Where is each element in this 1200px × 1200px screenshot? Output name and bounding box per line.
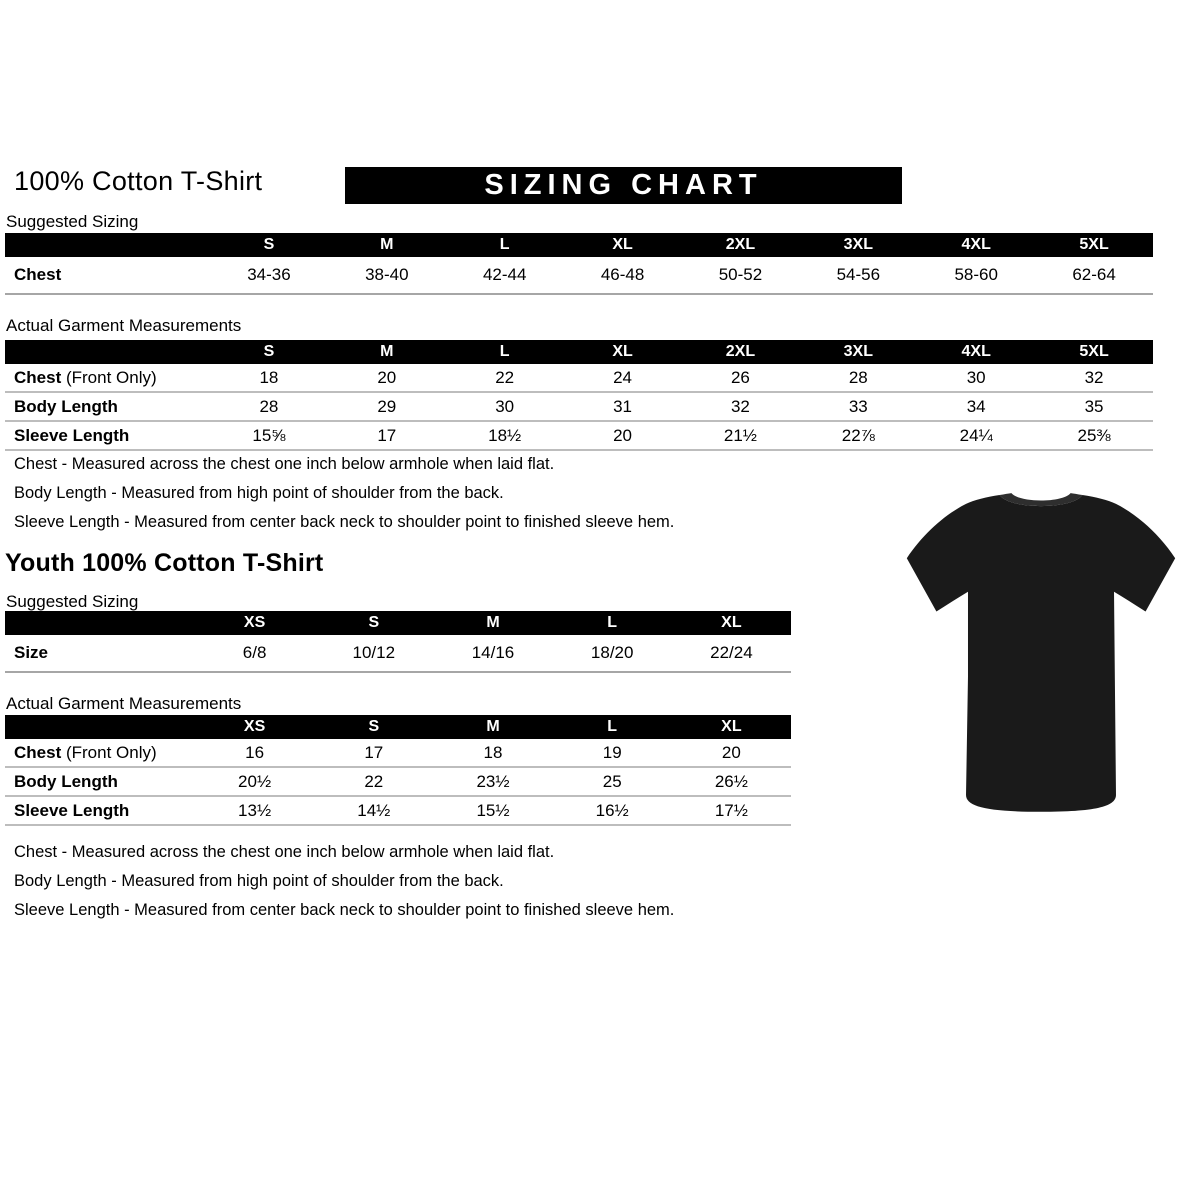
value-cell: 29 [377, 396, 397, 416]
value-cell: 34 [966, 396, 986, 416]
note-line: Sleeve Length - Measured from center back neck to shoulder point to finished sleeve hem. [14, 901, 675, 919]
adult-suggested-heading: Suggested Sizing [6, 212, 139, 231]
value-cell: 32 [730, 396, 750, 416]
value-cell: 15½ [476, 800, 510, 820]
value-cell: 18/20 [590, 643, 634, 662]
value-cell: 14/16 [471, 643, 515, 662]
note-line: Body Length - Measured from high point of shoulder from the back. [14, 484, 504, 502]
value-cell: 6/8 [242, 643, 267, 662]
value-cell: 17½ [714, 800, 748, 820]
table-row [5, 739, 791, 768]
size-header-cell: 2XL [725, 343, 756, 360]
value-cell: 19 [602, 742, 622, 762]
value-cell: 10/12 [352, 643, 396, 662]
value-cell: 35 [1084, 396, 1104, 416]
adult-actual-heading: Actual Garment Measurements [6, 316, 242, 335]
value-cell: 25⅜ [1077, 425, 1111, 445]
value-cell: 20 [721, 742, 741, 762]
size-header-cell: 4XL [961, 343, 991, 360]
row-label [5, 397, 210, 417]
value-cell: 25 [602, 771, 622, 791]
tshirt-silhouette [907, 495, 1175, 812]
row-label-note: (Front Only) [61, 367, 157, 387]
value-cell: 34-36 [247, 265, 291, 284]
size-header-cell: XS [243, 614, 266, 631]
table-header-row [5, 715, 791, 739]
value-cell: 14½ [357, 800, 391, 820]
size-header-cell: XL [721, 718, 742, 735]
youth-product-title: Youth 100% Cotton T-Shirt [5, 549, 324, 577]
size-header-cell: XL [612, 343, 633, 360]
row-label-bold: Sleeve Length [14, 800, 130, 820]
table-row [5, 768, 791, 797]
youth-actual-table [5, 715, 791, 826]
size-header-cell: 4XL [961, 236, 991, 253]
value-cell: 22 [364, 771, 384, 791]
value-cell: 58-60 [954, 265, 998, 284]
value-cell: 16½ [595, 800, 629, 820]
value-cell: 24¼ [959, 425, 993, 445]
size-header-cell: XL [612, 236, 633, 253]
youth-actual-heading: Actual Garment Measurements [6, 694, 242, 713]
adult-suggested-table [5, 233, 1153, 295]
youth-suggested-heading: Suggested Sizing [6, 592, 139, 611]
value-cell: 31 [613, 396, 633, 416]
table-header-row [5, 233, 1153, 257]
row-label [5, 772, 195, 792]
sizing-chart-banner-text: SIZING CHART [484, 169, 763, 201]
value-cell: 21½ [723, 425, 757, 445]
value-cell: 26 [730, 367, 750, 387]
value-cell: 20 [613, 425, 633, 445]
table-row [5, 393, 1153, 422]
row-label: Chest [14, 265, 62, 284]
youth-measurement-notes [14, 843, 674, 930]
value-cell: 13½ [238, 800, 272, 820]
note-line: Chest - Measured across the chest one inch below armhole when laid flat. [14, 455, 555, 473]
youth-suggested-table [5, 611, 791, 673]
value-cell: 30 [495, 396, 515, 416]
sizing-chart-banner [345, 167, 902, 204]
adult-product-title: 100% Cotton T-Shirt [14, 166, 263, 196]
adult-measurement-notes [14, 455, 674, 542]
size-header-cell: L [607, 614, 618, 631]
row-label-bold: Sleeve Length [14, 425, 130, 445]
value-cell: 18½ [488, 425, 522, 445]
value-cell: 16 [245, 742, 265, 762]
table-row [5, 635, 791, 673]
size-header-cell: S [263, 236, 275, 253]
size-header-cell: 3XL [843, 236, 873, 253]
size-header-cell: L [499, 236, 510, 253]
table-header-row [5, 611, 791, 635]
row-label-bold: Body Length [14, 771, 118, 791]
value-cell: 24 [613, 367, 633, 387]
row-label [5, 743, 195, 763]
size-header-cell: M [380, 343, 394, 360]
size-header-cell: XL [721, 614, 742, 631]
value-cell: 30 [966, 367, 986, 387]
value-cell: 22⅞ [841, 425, 875, 445]
value-cell: 32 [1084, 367, 1104, 387]
value-cell: 28 [848, 367, 868, 387]
row-label-note: (Front Only) [61, 742, 157, 762]
row-label [5, 426, 210, 446]
note-line: Body Length - Measured from high point of shoulder from the back. [14, 872, 504, 890]
row-label-bold: Chest [14, 367, 62, 387]
row-label [5, 368, 210, 388]
value-cell: 22 [495, 367, 515, 387]
row-label: Size [14, 643, 49, 662]
row-label-bold: Chest [14, 742, 62, 762]
value-cell: 26½ [714, 771, 748, 791]
table-row [5, 797, 791, 826]
size-header-cell: M [380, 236, 394, 253]
value-cell: 46-48 [600, 265, 645, 284]
size-header-cell: 3XL [843, 343, 873, 360]
table-row [5, 257, 1153, 295]
size-header-cell: L [499, 343, 510, 360]
value-cell: 15⅝ [252, 425, 286, 445]
value-cell: 20½ [238, 771, 272, 791]
value-cell: 20 [377, 367, 397, 387]
size-header-cell: XS [243, 718, 266, 735]
size-header-cell: L [607, 718, 618, 735]
table-header-row [5, 340, 1153, 364]
value-cell: 18 [483, 742, 503, 762]
row-label-bold: Body Length [14, 396, 118, 416]
value-cell: 23½ [476, 771, 510, 791]
value-cell: 18 [259, 367, 279, 387]
value-cell: 50-52 [718, 265, 763, 284]
note-line: Sleeve Length - Measured from center back neck to shoulder point to finished sleeve hem. [14, 513, 675, 531]
value-cell: 38-40 [365, 265, 409, 284]
size-header-cell: 5XL [1079, 343, 1109, 360]
row-label [5, 801, 195, 821]
table-row [5, 364, 1153, 393]
value-cell: 54-56 [836, 265, 881, 284]
adult-actual-table [5, 340, 1153, 451]
size-header-cell: 2XL [725, 236, 756, 253]
table-row [5, 422, 1153, 451]
size-header-cell: 5XL [1079, 236, 1109, 253]
size-header-cell: S [368, 718, 380, 735]
value-cell: 17 [364, 742, 384, 762]
value-cell: 22/24 [710, 643, 753, 662]
value-cell: 28 [259, 396, 279, 416]
value-cell: 17 [377, 425, 397, 445]
note-line: Chest - Measured across the chest one inch below armhole when laid flat. [14, 843, 555, 861]
value-cell: 62-64 [1072, 265, 1116, 284]
size-header-cell: M [486, 718, 500, 735]
size-header-cell: M [486, 614, 500, 631]
value-cell: 33 [848, 396, 868, 416]
size-header-cell: S [263, 343, 275, 360]
size-header-cell: S [368, 614, 380, 631]
tshirt-product-image [893, 477, 1189, 817]
value-cell: 42-44 [482, 265, 527, 284]
